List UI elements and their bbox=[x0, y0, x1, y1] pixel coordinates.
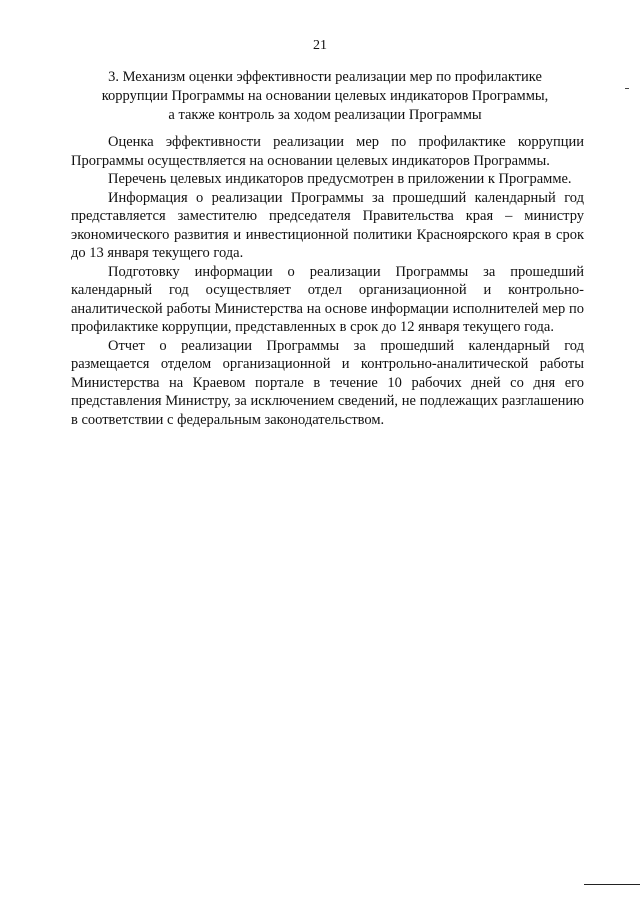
paragraph: Отчет о реализации Программы за прошедший календарный год размещается отделом организационной и контрольно-аналитической работы Министерства на Краевом портале в течение 10 рабочих дней со дня его представления Министру, за исключением сведений, не подлежащих разглашению в соответствии с федеральным законодательством. bbox=[71, 337, 584, 428]
paragraph: Оценка эффективности реализации мер по профилактике коррупции Программы осуществляется на основании целевых индикаторов Программы. bbox=[71, 134, 584, 169]
section-heading-line: а также контроль за ходом реализации Программы bbox=[168, 107, 482, 123]
section-heading-line: коррупции Программы на основании целевых индикаторов Программы, bbox=[101, 88, 549, 104]
paragraph: Перечень целевых индикаторов предусмотрен в приложении к Программе. bbox=[108, 171, 572, 187]
paragraph: Информация о реализации Программы за прошедший календарный год представляется заместителю председателя Правительства края – министру экономического развития и инвестиционной политики Красноярского края в срок до 13 января текущего года. bbox=[71, 189, 584, 261]
section-heading bbox=[60, 68, 590, 125]
margin-mark bbox=[625, 88, 629, 89]
bottom-rule bbox=[584, 884, 640, 885]
section-heading-line: 3. Механизм оценки эффективности реализации мер по профилактике bbox=[108, 69, 542, 85]
paragraph: Подготовку информации о реализации Программы за прошедший календарный год осуществляет отдел организационной и контрольно-аналитической работы Министерства на основе информации исполнителей мер по профилактике коррупции, представленных в срок до 12 января текущего года. bbox=[71, 263, 584, 335]
page-number: 21 bbox=[313, 38, 327, 53]
body-text bbox=[71, 133, 584, 429]
